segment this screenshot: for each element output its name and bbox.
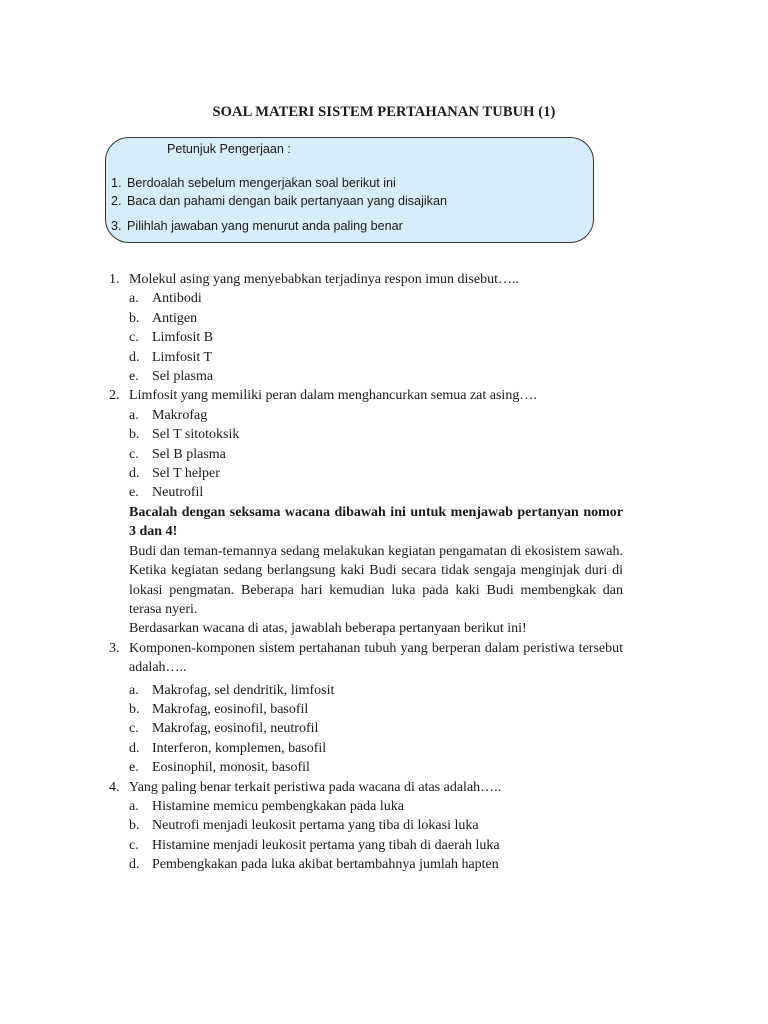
question-number: 1. (109, 272, 120, 287)
instruction-number: 1. (111, 176, 122, 190)
option-text: Histamine memicu pembengkakan pada luka (152, 798, 404, 814)
instruction-item-3 (111, 219, 403, 233)
option-1a (109, 289, 623, 308)
instruction-text: Pilihlah jawaban yang menurut anda paling benar (127, 219, 403, 233)
question-4 (109, 778, 623, 797)
option-text: Sel plasma (152, 369, 214, 385)
instruction-text: Baca dan pahami dengan baik pertanyaan yang disajikan (127, 194, 447, 208)
question-4-options (109, 797, 623, 875)
option-3b (109, 700, 623, 719)
instructions-heading: Petunjuk Pengerjaan : (167, 142, 291, 156)
question-number: 3. (109, 640, 120, 656)
option-letter: d. (129, 349, 140, 365)
option-2a (109, 406, 623, 425)
option-letter: e. (129, 760, 139, 776)
option-text: Sel B plasma (152, 446, 226, 462)
option-2c (109, 445, 623, 464)
option-text: Interferon, komplemen, basofil (152, 740, 327, 756)
reading-passage (109, 503, 623, 639)
option-4d (109, 855, 623, 874)
option-text: Makrofag, eosinofil, neutrofil (152, 721, 319, 737)
question-2 (109, 386, 623, 405)
option-letter: d. (129, 740, 140, 756)
option-letter: c. (129, 837, 139, 853)
question-text: Molekul asing yang menyebabkan terjadinya respon imun disebut….. (129, 272, 519, 287)
option-2e (109, 483, 623, 502)
option-letter: a. (129, 407, 139, 423)
option-1c (109, 328, 623, 347)
option-text: Pembengkakan pada luka akibat bertambahnya jumlah hapten (152, 857, 499, 873)
option-letter: d. (129, 857, 140, 873)
option-text: Sel T sitotoksik (152, 427, 240, 443)
option-text: Neutrofil (152, 485, 204, 501)
option-3c (109, 719, 623, 738)
option-1b (109, 309, 623, 328)
option-text: Neutrofi menjadi leukosit pertama yang tiba di lokasi luka (152, 818, 479, 834)
option-text: Limfosit T (152, 349, 213, 365)
option-3e (109, 758, 623, 777)
option-letter: e. (129, 485, 139, 501)
option-letter: a. (129, 291, 139, 307)
passage-body: Budi dan teman-temannya sedang melakukan kegiatan pengamatan di ekosistem sawah. Ketika kegiatan sedang berlangsung kaki Budi secara tidak sengaja menginjak duri di lokasi pengmatan. Beberapa hari kemudian luka pada kaki Budi membengkak dan terasa nyeri. (129, 543, 623, 617)
instruction-number: 3. (111, 219, 122, 233)
question-1 (109, 270, 623, 289)
option-text: Antibodi (152, 291, 202, 307)
question-3 (109, 639, 623, 678)
option-2d (109, 464, 623, 483)
option-letter: d. (129, 466, 140, 482)
question-number: 4. (109, 779, 120, 795)
option-3d (109, 739, 623, 758)
option-letter: a. (129, 798, 139, 814)
option-text: Eosinophil, monosit, basofil (152, 760, 310, 776)
instruction-text: Berdoalah sebelum mengerjakan soal berikut ini (127, 176, 396, 190)
option-letter: b. (129, 701, 140, 717)
option-letter: a. (129, 682, 139, 698)
option-1e (109, 367, 623, 386)
instruction-item-2 (111, 194, 447, 208)
option-text: Makrofag, sel dendritik, limfosit (152, 682, 335, 698)
passage-prompt: Berdasarkan wacana di atas, jawablah beberapa pertanyaan berikut ini! (129, 621, 527, 637)
question-number: 2. (109, 388, 120, 404)
question-2-options (109, 406, 623, 503)
option-letter: e. (129, 369, 139, 385)
instruction-number: 2. (111, 194, 122, 208)
option-letter: b. (129, 818, 140, 834)
option-3a (109, 681, 623, 700)
passage-heading: Bacalah dengan seksama wacana dibawah ini untuk menjawab pertanyan nomor 3 dan 4! (129, 504, 623, 540)
option-text: Makrofag (152, 407, 208, 423)
option-letter: c. (129, 721, 139, 737)
question-text: Komponen-komponen sistem pertahanan tubuh yang berperan dalam peristiwa tersebut adalah….. (129, 640, 623, 676)
option-text: Histamine menjadi leukosit pertama yang tibah di daerah luka (152, 837, 500, 853)
option-text: Sel T helper (152, 466, 220, 482)
question-text: Limfosit yang memiliki peran dalam menghancurkan semua zat asing…. (129, 388, 537, 404)
question-1-options (109, 289, 623, 386)
question-text: Yang paling benar terkait peristiwa pada wacana di atas adalah….. (129, 779, 502, 795)
option-letter: b. (129, 310, 140, 326)
option-1d (109, 348, 623, 367)
option-letter: c. (129, 446, 139, 462)
question-list (109, 270, 623, 875)
instruction-item-1 (111, 176, 396, 190)
option-letter: b. (129, 427, 140, 443)
question-3-options (109, 681, 623, 778)
option-4b (109, 816, 623, 835)
instructions-box (105, 137, 594, 243)
option-2b (109, 425, 623, 444)
option-4c (109, 836, 623, 855)
page-title: SOAL MATERI SISTEM PERTAHANAN TUBUH (1) (212, 104, 556, 120)
option-text: Antigen (152, 310, 198, 326)
option-text: Limfosit B (152, 330, 214, 346)
option-text: Makrofag, eosinofil, basofil (152, 701, 309, 717)
option-letter: c. (129, 330, 139, 346)
option-4a (109, 797, 623, 816)
